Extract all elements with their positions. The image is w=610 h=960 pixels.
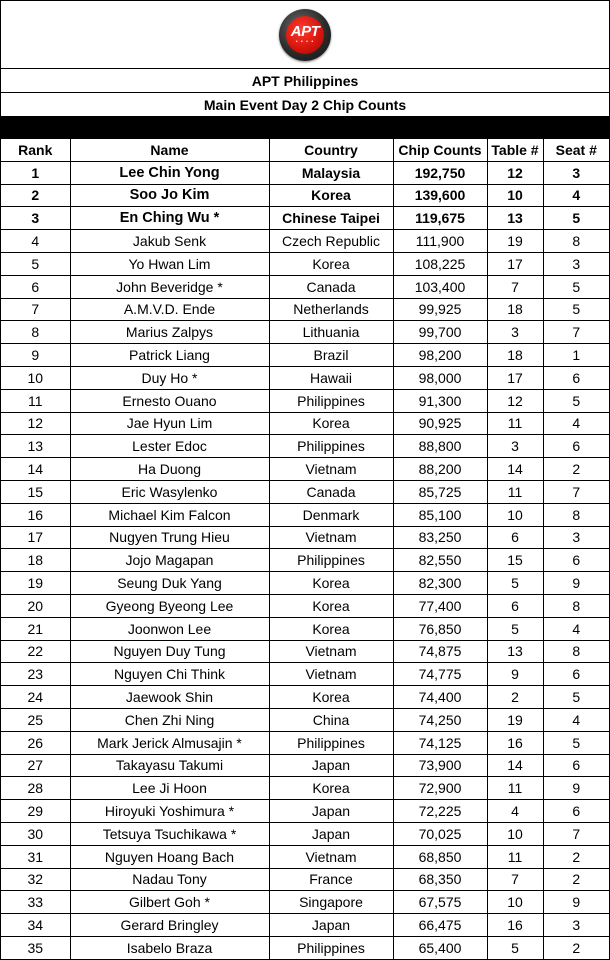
name-cell: Ernesto Ouano [70, 389, 269, 412]
rank-cell: 4 [1, 230, 70, 253]
chip-count-table [1, 139, 609, 959]
table-row [1, 936, 609, 958]
seat-number-cell: 5 [543, 207, 609, 230]
table-number-cell: 11 [487, 480, 543, 503]
seat-number-cell: 5 [543, 298, 609, 321]
chip-count-cell: 99,700 [393, 321, 487, 344]
rank-cell: 27 [1, 754, 70, 777]
country-cell: Canada [269, 275, 393, 298]
table-number-cell: 9 [487, 663, 543, 686]
seat-number-cell: 2 [543, 868, 609, 891]
table-number-cell: 5 [487, 617, 543, 640]
chip-count-cell: 83,250 [393, 526, 487, 549]
name-cell: Gerard Bringley [70, 914, 269, 937]
table-row [1, 594, 609, 617]
rank-cell: 17 [1, 526, 70, 549]
name-cell: En Ching Wu * [70, 207, 269, 230]
seat-number-cell: 4 [543, 184, 609, 207]
name-cell: Mark Jerick Almusajin * [70, 731, 269, 754]
rank-cell: 3 [1, 207, 70, 230]
rank-cell: 15 [1, 480, 70, 503]
seat-number-cell: 7 [543, 321, 609, 344]
chip-count-cell: 119,675 [393, 207, 487, 230]
rank-cell: 2 [1, 184, 70, 207]
table-number-cell: 14 [487, 754, 543, 777]
table-row [1, 617, 609, 640]
table-row [1, 480, 609, 503]
rank-cell: 16 [1, 503, 70, 526]
chip-count-cell: 85,725 [393, 480, 487, 503]
header-divider-bar [1, 117, 609, 139]
table-row [1, 526, 609, 549]
table-number-cell: 3 [487, 321, 543, 344]
table-number-cell: 4 [487, 800, 543, 823]
country-cell: Philippines [269, 549, 393, 572]
chip-count-cell: 88,200 [393, 458, 487, 481]
seat-number-cell: 4 [543, 412, 609, 435]
seat-number-cell: 6 [543, 366, 609, 389]
name-cell: Jaewook Shin [70, 686, 269, 709]
country-cell: Korea [269, 572, 393, 595]
table-row [1, 230, 609, 253]
table-number-cell: 10 [487, 822, 543, 845]
seat-number-cell: 3 [543, 252, 609, 275]
name-cell: Jojo Magapan [70, 549, 269, 572]
table-number-cell: 12 [487, 161, 543, 184]
table-row [1, 845, 609, 868]
table-body [1, 161, 609, 958]
rank-cell: 1 [1, 161, 70, 184]
seat-number-cell: 5 [543, 731, 609, 754]
country-cell: Vietnam [269, 526, 393, 549]
seat-number-cell: 3 [543, 161, 609, 184]
apt-logo-text: APT [290, 23, 320, 40]
seat-number-cell: 8 [543, 230, 609, 253]
rank-cell: 32 [1, 868, 70, 891]
name-cell: Nguyen Chi Think [70, 663, 269, 686]
seat-number-cell: 6 [543, 435, 609, 458]
country-cell: Vietnam [269, 663, 393, 686]
table-number-cell: 6 [487, 526, 543, 549]
name-cell: Lee Ji Hoon [70, 777, 269, 800]
country-cell: Philippines [269, 389, 393, 412]
column-header-rank: Rank [1, 139, 70, 161]
chip-count-cell: 192,750 [393, 161, 487, 184]
name-cell: Soo Jo Kim [70, 184, 269, 207]
chip-count-cell: 72,225 [393, 800, 487, 823]
country-cell: Canada [269, 480, 393, 503]
table-number-cell: 7 [487, 275, 543, 298]
rank-cell: 33 [1, 891, 70, 914]
table-number-cell: 5 [487, 936, 543, 958]
name-cell: Lee Chin Yong [70, 161, 269, 184]
chip-count-cell: 91,300 [393, 389, 487, 412]
country-cell: Japan [269, 800, 393, 823]
chip-count-cell: 67,575 [393, 891, 487, 914]
rank-cell: 18 [1, 549, 70, 572]
table-number-cell: 10 [487, 503, 543, 526]
rank-cell: 12 [1, 412, 70, 435]
rank-cell: 9 [1, 344, 70, 367]
country-cell: China [269, 708, 393, 731]
rank-cell: 22 [1, 640, 70, 663]
column-header-seat: Seat # [543, 139, 609, 161]
country-cell: Korea [269, 594, 393, 617]
table-row [1, 184, 609, 207]
chip-count-cell: 139,600 [393, 184, 487, 207]
chip-count-cell: 66,475 [393, 914, 487, 937]
seat-number-cell: 3 [543, 526, 609, 549]
table-row [1, 344, 609, 367]
chip-count-cell: 103,400 [393, 275, 487, 298]
table-row [1, 891, 609, 914]
table-number-cell: 11 [487, 412, 543, 435]
table-number-cell: 15 [487, 549, 543, 572]
country-cell: Philippines [269, 435, 393, 458]
seat-number-cell: 2 [543, 458, 609, 481]
name-cell: Nadau Tony [70, 868, 269, 891]
apt-logo-chip [286, 16, 324, 54]
rank-cell: 25 [1, 708, 70, 731]
seat-number-cell: 6 [543, 800, 609, 823]
name-cell: Nguyen Hoang Bach [70, 845, 269, 868]
rank-cell: 20 [1, 594, 70, 617]
table-row [1, 275, 609, 298]
chip-count-cell: 73,900 [393, 754, 487, 777]
chip-count-cell: 74,250 [393, 708, 487, 731]
table-number-cell: 10 [487, 184, 543, 207]
column-header-chip-counts: Chip Counts [393, 139, 487, 161]
country-cell: France [269, 868, 393, 891]
country-cell: Korea [269, 686, 393, 709]
table-number-cell: 19 [487, 230, 543, 253]
country-cell: Korea [269, 412, 393, 435]
seat-number-cell: 6 [543, 663, 609, 686]
name-cell: Nguyen Duy Tung [70, 640, 269, 663]
seat-number-cell: 3 [543, 914, 609, 937]
rank-cell: 30 [1, 822, 70, 845]
table-header-row [1, 139, 609, 161]
country-cell: Netherlands [269, 298, 393, 321]
name-cell: Lester Edoc [70, 435, 269, 458]
seat-number-cell: 1 [543, 344, 609, 367]
seat-number-cell: 2 [543, 936, 609, 958]
table-row [1, 298, 609, 321]
table-number-cell: 7 [487, 868, 543, 891]
name-cell: Joonwon Lee [70, 617, 269, 640]
table-row [1, 914, 609, 937]
chip-count-cell: 82,300 [393, 572, 487, 595]
chip-count-cell: 85,100 [393, 503, 487, 526]
rank-cell: 29 [1, 800, 70, 823]
seat-number-cell: 9 [543, 777, 609, 800]
rank-cell: 35 [1, 936, 70, 958]
chip-count-cell: 74,125 [393, 731, 487, 754]
table-number-cell: 18 [487, 344, 543, 367]
table-row [1, 731, 609, 754]
country-cell: Philippines [269, 936, 393, 958]
table-number-cell: 18 [487, 298, 543, 321]
table-number-cell: 14 [487, 458, 543, 481]
chip-count-cell: 90,925 [393, 412, 487, 435]
table-number-cell: 2 [487, 686, 543, 709]
seat-number-cell: 9 [543, 572, 609, 595]
name-cell: Jakub Senk [70, 230, 269, 253]
table-row [1, 663, 609, 686]
rank-cell: 26 [1, 731, 70, 754]
seat-number-cell: 5 [543, 389, 609, 412]
chip-count-cell: 88,800 [393, 435, 487, 458]
apt-logo-dots: • • • • [295, 39, 315, 45]
rank-cell: 23 [1, 663, 70, 686]
chip-count-cell: 74,775 [393, 663, 487, 686]
chip-count-cell: 99,925 [393, 298, 487, 321]
rank-cell: 31 [1, 845, 70, 868]
table-row [1, 389, 609, 412]
seat-number-cell: 5 [543, 275, 609, 298]
table-number-cell: 17 [487, 252, 543, 275]
seat-number-cell: 2 [543, 845, 609, 868]
country-cell: Singapore [269, 891, 393, 914]
country-cell: Japan [269, 754, 393, 777]
seat-number-cell: 4 [543, 617, 609, 640]
seat-number-cell: 6 [543, 549, 609, 572]
name-cell: Marius Zalpys [70, 321, 269, 344]
table-row [1, 207, 609, 230]
table-number-cell: 13 [487, 640, 543, 663]
rank-cell: 7 [1, 298, 70, 321]
country-cell: Japan [269, 822, 393, 845]
name-cell: Michael Kim Falcon [70, 503, 269, 526]
table-number-cell: 11 [487, 777, 543, 800]
country-cell: Brazil [269, 344, 393, 367]
rank-cell: 19 [1, 572, 70, 595]
country-cell: Korea [269, 617, 393, 640]
rank-cell: 5 [1, 252, 70, 275]
name-cell: Takayasu Takumi [70, 754, 269, 777]
table-row [1, 321, 609, 344]
table-row [1, 868, 609, 891]
table-number-cell: 6 [487, 594, 543, 617]
table-row [1, 777, 609, 800]
seat-number-cell: 8 [543, 594, 609, 617]
chip-count-cell: 72,900 [393, 777, 487, 800]
name-cell: Yo Hwan Lim [70, 252, 269, 275]
name-cell: Tetsuya Tsuchikawa * [70, 822, 269, 845]
rank-cell: 10 [1, 366, 70, 389]
chip-count-cell: 77,400 [393, 594, 487, 617]
table-row [1, 754, 609, 777]
country-cell: Vietnam [269, 458, 393, 481]
name-cell: Gyeong Byeong Lee [70, 594, 269, 617]
seat-number-cell: 8 [543, 503, 609, 526]
table-row [1, 435, 609, 458]
country-cell: Denmark [269, 503, 393, 526]
rank-cell: 11 [1, 389, 70, 412]
seat-number-cell: 7 [543, 480, 609, 503]
table-row [1, 549, 609, 572]
page-title: APT Philippines [1, 69, 609, 93]
table-row [1, 686, 609, 709]
name-cell: Ha Duong [70, 458, 269, 481]
table-row [1, 366, 609, 389]
country-cell: Philippines [269, 731, 393, 754]
apt-logo [279, 9, 331, 61]
rank-cell: 14 [1, 458, 70, 481]
country-cell: Korea [269, 184, 393, 207]
country-cell: Vietnam [269, 640, 393, 663]
column-header-table: Table # [487, 139, 543, 161]
chip-count-cell: 98,200 [393, 344, 487, 367]
table-number-cell: 16 [487, 731, 543, 754]
table-number-cell: 19 [487, 708, 543, 731]
chip-count-cell: 111,900 [393, 230, 487, 253]
column-header-name: Name [70, 139, 269, 161]
rank-cell: 24 [1, 686, 70, 709]
country-cell: Lithuania [269, 321, 393, 344]
name-cell: Gilbert Goh * [70, 891, 269, 914]
chip-count-cell: 98,000 [393, 366, 487, 389]
country-cell: Japan [269, 914, 393, 937]
table-row [1, 572, 609, 595]
seat-number-cell: 4 [543, 708, 609, 731]
seat-number-cell: 7 [543, 822, 609, 845]
table-row [1, 161, 609, 184]
country-cell: Korea [269, 777, 393, 800]
rank-cell: 13 [1, 435, 70, 458]
table-row [1, 708, 609, 731]
name-cell: A.M.V.D. Ende [70, 298, 269, 321]
rank-cell: 28 [1, 777, 70, 800]
chip-count-cell: 68,350 [393, 868, 487, 891]
rank-cell: 21 [1, 617, 70, 640]
page-subtitle: Main Event Day 2 Chip Counts [1, 93, 609, 117]
table-row [1, 412, 609, 435]
chip-count-cell: 68,850 [393, 845, 487, 868]
seat-number-cell: 5 [543, 686, 609, 709]
table-number-cell: 11 [487, 845, 543, 868]
chip-count-cell: 74,400 [393, 686, 487, 709]
country-cell: Czech Republic [269, 230, 393, 253]
table-number-cell: 5 [487, 572, 543, 595]
chip-count-cell: 76,850 [393, 617, 487, 640]
seat-number-cell: 9 [543, 891, 609, 914]
seat-number-cell: 6 [543, 754, 609, 777]
table-number-cell: 12 [487, 389, 543, 412]
country-cell: Vietnam [269, 845, 393, 868]
country-cell: Hawaii [269, 366, 393, 389]
name-cell: Eric Wasylenko [70, 480, 269, 503]
seat-number-cell: 8 [543, 640, 609, 663]
table-row [1, 822, 609, 845]
chip-count-cell: 82,550 [393, 549, 487, 572]
rank-cell: 6 [1, 275, 70, 298]
chip-count-cell: 108,225 [393, 252, 487, 275]
country-cell: Chinese Taipei [269, 207, 393, 230]
country-cell: Malaysia [269, 161, 393, 184]
chip-count-cell: 74,875 [393, 640, 487, 663]
rank-cell: 34 [1, 914, 70, 937]
chip-count-cell: 65,400 [393, 936, 487, 958]
name-cell: Isabelo Braza [70, 936, 269, 958]
name-cell: Jae Hyun Lim [70, 412, 269, 435]
logo-area [1, 1, 609, 69]
rank-cell: 8 [1, 321, 70, 344]
table-number-cell: 3 [487, 435, 543, 458]
table-row [1, 252, 609, 275]
name-cell: Duy Ho * [70, 366, 269, 389]
table-number-cell: 16 [487, 914, 543, 937]
country-cell: Korea [269, 252, 393, 275]
column-header-country: Country [269, 139, 393, 161]
table-number-cell: 13 [487, 207, 543, 230]
name-cell: John Beveridge * [70, 275, 269, 298]
table-row [1, 503, 609, 526]
name-cell: Seung Duk Yang [70, 572, 269, 595]
table-number-cell: 10 [487, 891, 543, 914]
name-cell: Hiroyuki Yoshimura * [70, 800, 269, 823]
name-cell: Patrick Liang [70, 344, 269, 367]
table-row [1, 458, 609, 481]
table-row [1, 640, 609, 663]
chip-count-cell: 70,025 [393, 822, 487, 845]
table-number-cell: 17 [487, 366, 543, 389]
name-cell: Chen Zhi Ning [70, 708, 269, 731]
table-row [1, 800, 609, 823]
name-cell: Nugyen Trung Hieu [70, 526, 269, 549]
